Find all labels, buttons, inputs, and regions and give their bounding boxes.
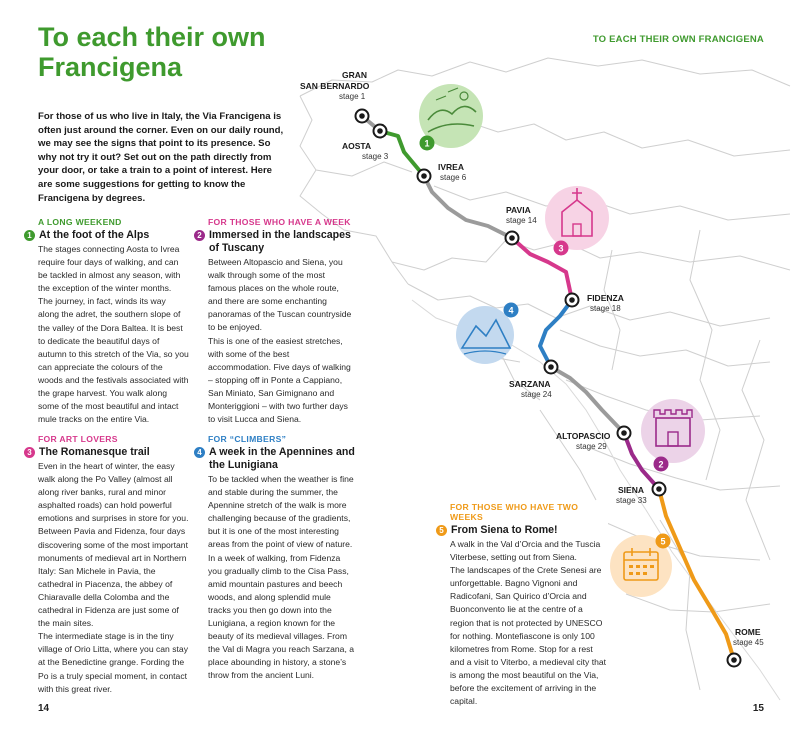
section-paragraph: This is one of the easiest stretches, with some of the best accommodation. Five days of walking – stopping off in Ponte a Cappiano, San Miniato, San Gimignano and Monteriggioni – with two further days to visit Lucca and Siena.: [208, 335, 351, 425]
section-kicker: FOR ART LOVERS: [38, 434, 118, 444]
section-heading: [24, 229, 189, 242]
stop-label: SARZANA: [509, 379, 551, 389]
stop-stage: stage 33: [616, 496, 647, 505]
stop-label: ROME: [735, 627, 761, 637]
stop-stage: stage 18: [590, 304, 621, 313]
page-number-left: 14: [38, 703, 50, 714]
section-paragraph: The stages connecting Aosta to Ivrea require four days of walking, and can be tackled in almost any season, with the exception of the winter months.: [38, 244, 181, 294]
castle-icon: [641, 399, 705, 463]
section-heading: [436, 524, 608, 537]
section-kicker: FOR THOSE WHO HAVE A WEEK: [208, 217, 351, 227]
running-header: TO EACH THEIR OWN FRANCIGENA: [592, 34, 764, 45]
intro-paragraph: For those of us who live in Italy, the Via Francigena is often just around the corner. Even on our daily round, we may see the signs that point to its presence. So why not try it out? Set out on the path directly from your door, or take a train to a point of interest. Here are some suggestions for getting to know the Francigena by degrees.: [38, 111, 284, 204]
map-badge-2: [654, 457, 669, 472]
section-number-badge: 5: [436, 525, 447, 536]
stop-stage: stage 45: [733, 638, 764, 647]
route-segment-4: [540, 300, 572, 367]
stop-label: AOSTA: [342, 141, 372, 151]
section-climbers: [194, 434, 356, 683]
svg-text:1: 1: [424, 138, 430, 149]
section-art-lovers: [24, 434, 189, 696]
svg-text:3: 3: [558, 243, 564, 254]
stop-label: ALTOPASCIO: [556, 431, 611, 441]
stop-label: SAN BERNARDO: [300, 81, 370, 91]
map-badge-3: [554, 241, 569, 256]
stop-stage: stage 6: [440, 173, 467, 182]
stop-label: GRAN: [342, 70, 368, 80]
section-paragraph: The landscapes of the Crete Senesi are unforgettable. Bagno Vignoni and Radicofani, San Quirico d’Orcia and Buonconvento lie at the centre of a region that is not protected by UNESCO for nothing. Montefiascone is only 100 kilometres from Rome. Stop for a rest and a visit to Viterbo, a medieval city that is among the most beautiful on the Via, before the excitement of arriving in the capital.: [450, 565, 607, 707]
section-kicker: FOR THOSE WHO HAVE TWO WEEKS: [450, 502, 579, 522]
section-heading-text: Immersed in the landscapes of Tuscany: [209, 229, 351, 254]
section-heading-text: From Siena to Rome!: [451, 524, 558, 536]
stop-stage: stage 29: [576, 442, 607, 451]
section-number-badge: 1: [24, 230, 35, 241]
stop-stage: stage 24: [521, 390, 552, 399]
stop-stage: stage 3: [362, 152, 389, 161]
map-badge-1: [420, 136, 435, 151]
route-segment-gray-2: [551, 367, 624, 433]
section-paragraph: The journey, in fact, winds its way along the adret, the southern slope of the valley of the Dora Baltea. It is best to dedicate the beautiful days of autumn to this stretch of the Via, so you can appreciate the colours of the woods and the festivals associated with the grape harvest. You walk along some of the most beautiful and intact mule tracks on the entire Via.: [38, 296, 189, 425]
section-paragraph: The intermediate stage is in the tiny village of Orio Litta, where you can stay at the Benedictine grange. Fording the Po is a truly special moment, in contact with this great river.: [38, 631, 188, 694]
section-body: [194, 256, 354, 426]
section-heading-text: A week in the Apennines and the Lunigiana: [209, 446, 355, 471]
section-paragraph: A walk in the Val d’Orcia and the Tuscia Viterbese, setting out from Siena.: [450, 539, 601, 563]
map-badge-5: [656, 534, 671, 549]
stop-label: SIENA: [618, 485, 644, 495]
section-heading-text: The Romanesque trail: [39, 446, 150, 458]
stop-label: IVREA: [438, 162, 464, 172]
section-heading: [194, 446, 356, 472]
stop-label: FIDENZA: [587, 293, 624, 303]
section-two-weeks: [436, 502, 608, 708]
section-week: [194, 217, 354, 426]
section-heading: [194, 229, 354, 255]
map-badge-4: [504, 303, 519, 318]
section-paragraph: To be tackled when the weather is fine and stable during the summer, the Apennine stretch of the walk is more challenging because of the gradients, but it is one of the most interesting areas from the point of view of nature.: [208, 474, 354, 550]
section-paragraph: In a week of walking, from Fidenza you gradually climb to the Cisa Pass, amid mountain pastures and beech woods, and along splendid mule tracks you then go down into the Lunigiana, a region known for the beauty of its medieval villages. From the Val di Magra you reach Sarzana, a place abounding in history, a stone’s throw from the ancient Luni.: [208, 552, 355, 681]
stop-label: PAVIA: [506, 205, 531, 215]
section-long-weekend: [24, 217, 189, 426]
page-title: To each their own Francigena: [38, 22, 266, 82]
section-body: [436, 538, 608, 708]
section-number-badge: 3: [24, 447, 35, 458]
stop-stage: stage 14: [506, 216, 537, 225]
section-number-badge: 4: [194, 447, 205, 458]
section-heading-text: At the foot of the Alps: [39, 229, 150, 241]
section-body: [194, 473, 356, 683]
page-number-right: 15: [752, 703, 764, 714]
section-heading: [24, 446, 189, 459]
church-icon: [545, 186, 609, 250]
section-paragraph: Between Altopascio and Siena, you walk through some of the most famous places on the whole route, and there are some enchanting panoramas of the Tuscan countryside to be enjoyed.: [208, 257, 352, 333]
section-body: [24, 243, 189, 426]
section-kicker: FOR “CLIMBERS”: [208, 434, 287, 444]
section-body: [24, 460, 189, 696]
svg-text:4: 4: [508, 305, 514, 316]
stop-stage: stage 1: [339, 92, 366, 101]
svg-text:2: 2: [658, 459, 664, 470]
section-number-badge: 2: [194, 230, 205, 241]
section-paragraph: Even in the heart of winter, the easy walk along the Po Valley (almost all along river banks, rural and minor asphalted roads) can hold powerful emotions and surprises in store for you. Between Pavia and Fidenza, four days discovering some of the most important monuments of medieval art in Northern Italy: San Michele in Pavia, the cathedral in Piacenza, the abbey of Chiaravalle della Colomba and the cathedral in Fidenza are just some of the main sites.: [38, 461, 189, 629]
svg-text:5: 5: [660, 536, 666, 547]
route-segment-gray-1: [424, 176, 512, 238]
section-kicker: A LONG WEEKEND: [38, 217, 122, 227]
